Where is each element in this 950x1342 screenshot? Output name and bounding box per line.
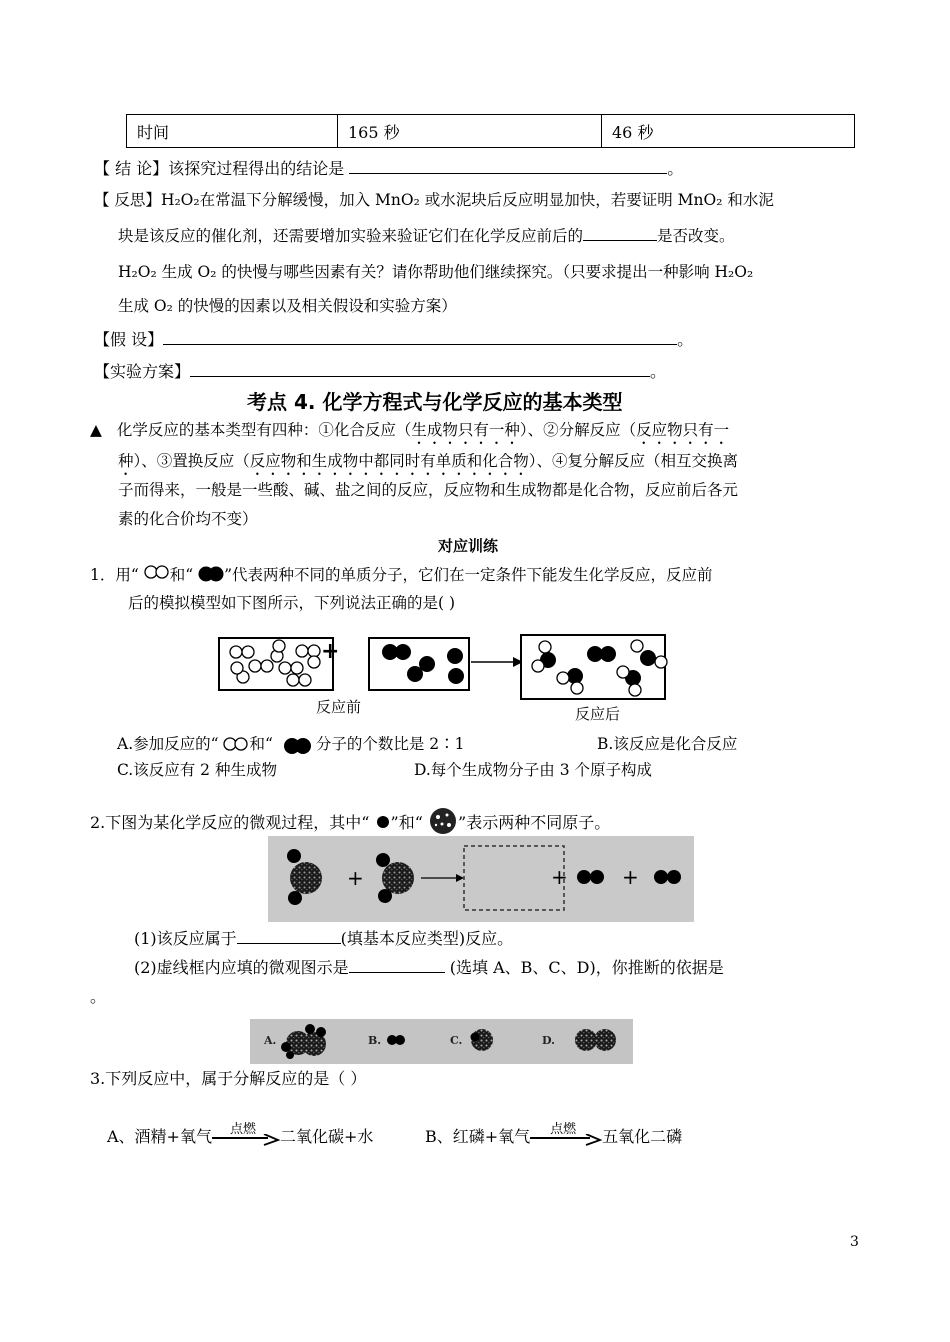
q1-option-d[interactable]: D.每个生成物分子由 3 个原子构成 [414,761,653,779]
small-atom-icon [375,814,391,830]
reaction-type-blank[interactable] [237,927,341,944]
svg-text:B.: B. [368,1034,382,1047]
q2-text: (2)虚线框内应填的微观图示是 [134,958,349,977]
q2-text: (填基本反应类型)反应。 [340,929,514,948]
intro-text: 化学反应的基本类型有四种：①化合反应（ [116,421,412,439]
svg-text:+: + [551,865,568,889]
reflection-line-4: 生成 O₂ 的快慢的因素以及相关假设和实验方案） [118,297,457,315]
condition-arrow [530,1124,602,1142]
intro-emphasis: 生成物只有一种 [411,421,520,439]
option-text: 分子的个数比是 2∶1 [315,735,465,753]
svg-text:C.: C. [450,1034,463,1047]
training-title: 对应训练 [438,537,499,555]
condition-label: 点燃 [550,1122,577,1137]
choices-figure [250,1019,633,1064]
q1-line-2: 后的模拟模型如下图所示，下列说法正确的是( ) [128,594,456,612]
intro-text: ）、②分解反应（ [519,421,637,439]
hypothesis-line [94,327,693,350]
conclusion-end: 。 [667,159,684,178]
q2-text: (1)该反应属于 [134,929,237,948]
q2-part-1 [134,926,513,949]
intro-emphasis: 反应物只有一 [636,421,730,439]
intro-emphasis: 反应物和生成物中都同时有单质和化合物 [249,452,529,470]
intro-line-4: 素的化合价均不变） [118,510,258,528]
intro-line-3: 子而得来，一般是一些酸、碱、盐之间的反应，反应物和生成物都是化合物，反应前后各元 [118,481,739,499]
q1-text: 和“ [169,566,194,584]
q3-stem: 3.下列反应中，属于分解反应的是（ ） [90,1069,367,1088]
condition-label: 点燃 [229,1122,256,1137]
table-cell: 时间 [127,115,338,148]
option-text: 二氧化碳+水 [279,1127,374,1146]
option-text: B、红磷+氧气 [425,1127,531,1146]
q2-part-2 [134,955,724,978]
option-text: A.参加反应的“ [117,735,219,753]
reflection-label: 【 反思】 [94,191,161,209]
svg-text:+: + [347,866,364,890]
intro-line-1 [90,418,729,448]
q1-text: 1．用“ [90,566,139,584]
white-molecule-icon [223,735,249,751]
option-text: 五氧化二磷 [602,1127,683,1146]
bullet-icon: ▲ [90,421,102,439]
condition-arrow [212,1124,280,1142]
q1-option-b[interactable]: B.该反应是化合反应 [597,735,738,753]
conclusion-line [94,156,683,179]
q2-text: ”表示两种不同原子。 [458,813,611,832]
option-text: A、酒精+氧气 [107,1127,212,1146]
intro-text: ）、③置换反应（ [133,452,250,470]
option-text: 和“ [249,735,273,753]
svg-text:A.: A. [264,1034,277,1047]
q2-stem [90,806,610,836]
page-number: 3 [850,1234,859,1250]
q2-text: (选填 A、B、C、D)，你推断的依据是 [449,958,724,977]
label-before-reaction: 反应前 [316,699,362,716]
reaction-model-figure [215,632,695,722]
intro-emphasis: 种 [118,452,134,470]
hypothesis-end: 。 [677,330,694,349]
reflection-line-2 [118,224,735,246]
section-title: 考点 4. 化学方程式与化学反应的基本类型 [247,390,623,414]
conclusion-text: 该探究过程得出的结论是 [168,159,345,178]
svg-text:+: + [321,639,340,664]
conclusion-label: 【 结 论】 [94,159,169,178]
reflection-line-3: H₂O₂ 生成 O₂ 的快慢与哪些因素有关？请你帮助他们继续探究。（只要求提出一种影响 H₂O₂ [118,263,754,281]
q2-end: 。 [90,987,107,1006]
black-molecule-icon [198,565,224,583]
white-molecule-icon [144,565,170,581]
label-after-reaction: 反应后 [575,706,621,723]
plan-line [94,359,666,382]
plan-label: 【实验方案】 [94,362,191,381]
q3-option-b[interactable] [425,1124,682,1147]
reflection-text-2b: 是否改变。 [657,227,735,245]
reflection-line-1 [94,188,774,210]
q1-option-c[interactable]: C.该反应有 2 种生成物 [117,761,277,779]
intro-text: ）、④复分解反应（相互交换离 [528,452,739,470]
conclusion-blank[interactable] [349,157,667,174]
black-molecule-icon [278,735,316,755]
svg-text:D.: D. [542,1034,555,1047]
q3-option-a[interactable] [107,1124,373,1147]
hypothesis-label: 【假 设】 [94,330,164,349]
q1-line-1 [90,563,713,585]
table-cell: 46 秒 [602,115,855,148]
q2-text: ”和“ [390,813,423,832]
reflection-text-1: H₂O₂在常温下分解缓慢，加入 MnO₂ 或水泥块后反应明显加快，若要证明 MnO₂ 和水泥 [160,191,774,209]
intro-line-2 [118,449,738,479]
large-atom-icon [428,806,458,836]
micro-process-figure [268,836,694,922]
plan-blank[interactable] [190,360,650,377]
diagram-choice-blank[interactable] [349,956,445,973]
table-cell: 165 秒 [338,115,602,148]
q1-text: ”代表两种不同的单质分子，它们在一定条件下能发生化学反应，反应前 [224,566,713,584]
timing-table [126,114,855,148]
q2-text: 2.下图为某化学反应的微观过程，其中“ [90,813,370,832]
plan-end: 。 [650,362,667,381]
table-row [127,115,855,148]
q1-option-a[interactable] [117,732,465,755]
svg-text:+: + [622,865,639,889]
hypothesis-blank[interactable] [163,328,677,345]
reflection-text-2a: 块是该反应的催化剂，还需要增加实验来验证它们在化学反应前后的 [118,227,584,245]
reflection-blank[interactable] [583,224,657,241]
